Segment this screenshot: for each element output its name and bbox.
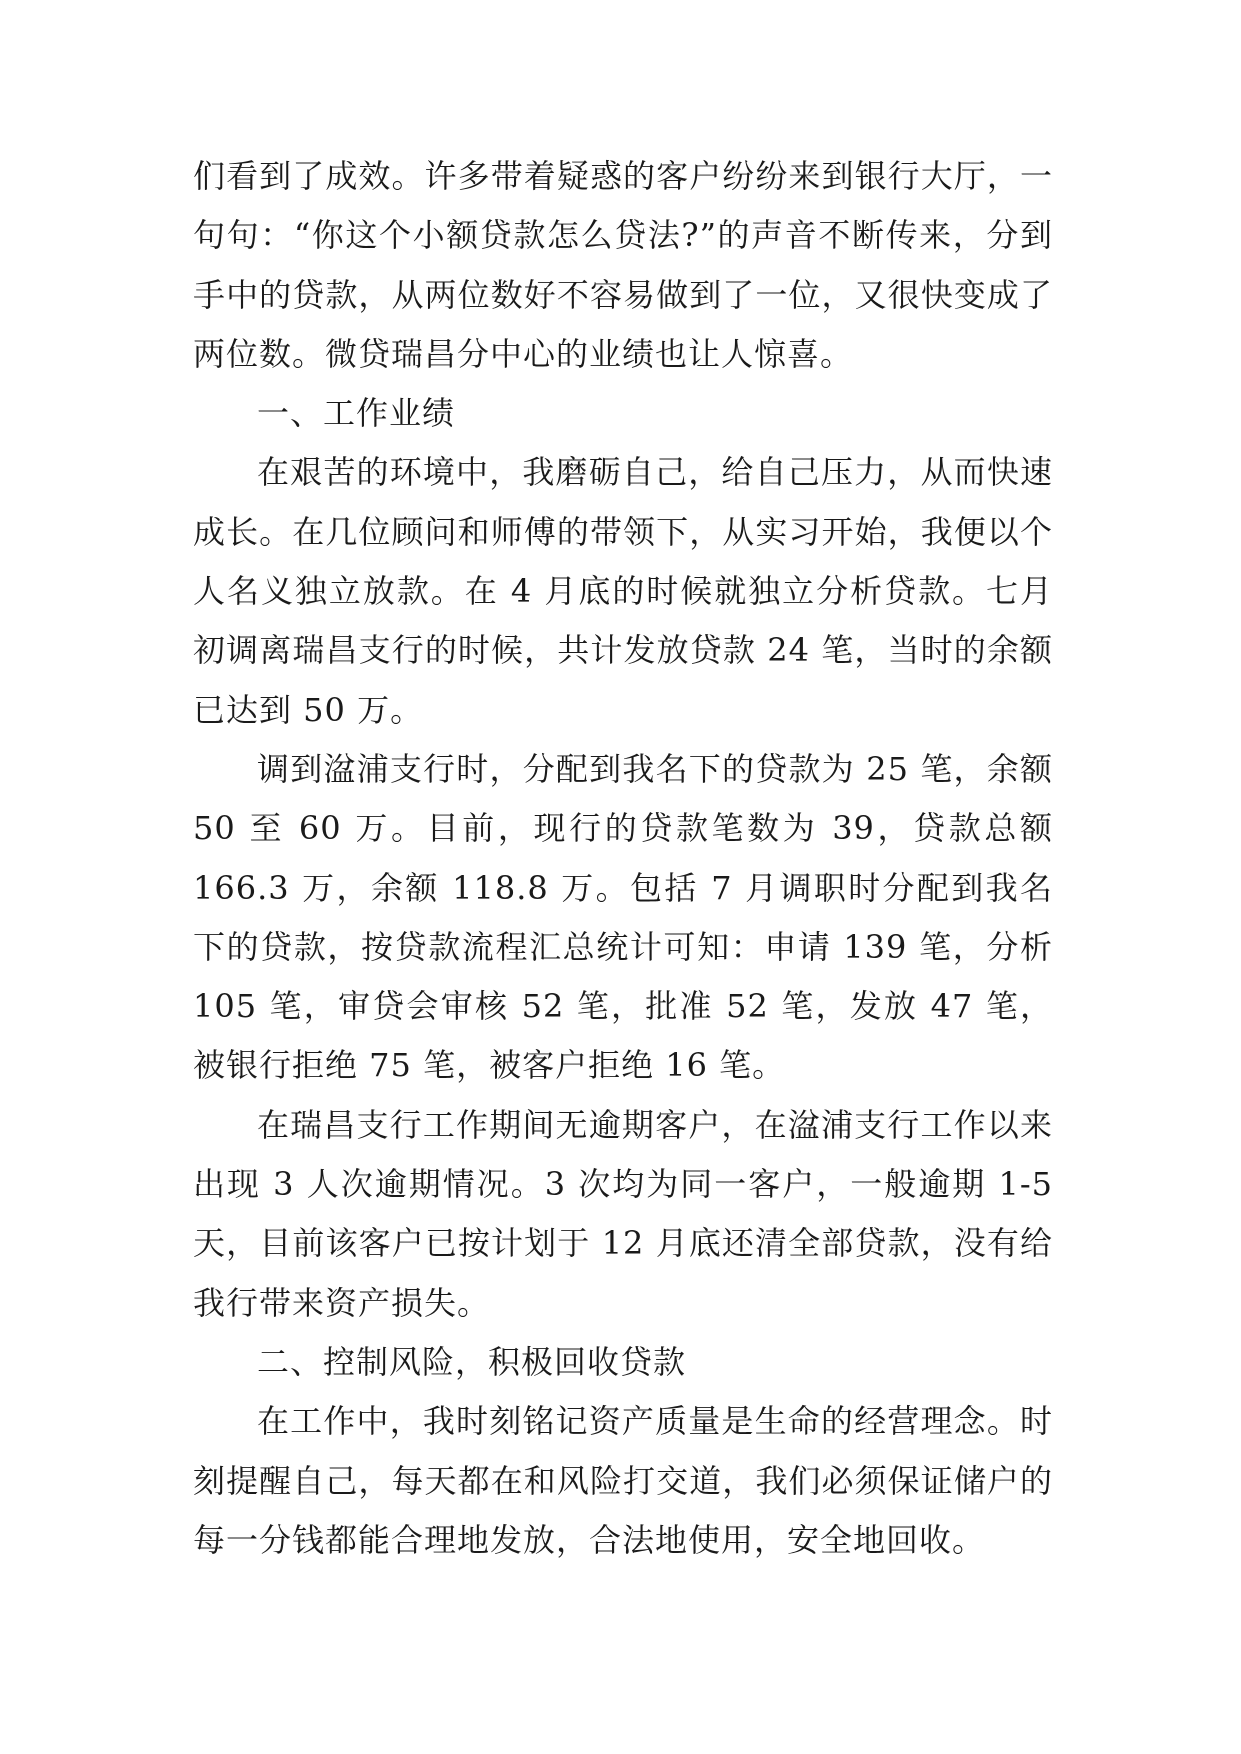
section-heading-work-performance: 一、工作业绩 — [257, 394, 456, 433]
section-heading-risk-control: 二、控制风险，积极回收贷款 — [257, 1342, 687, 1381]
paragraph-continuation: 们看到了成效。许多带着疑惑的客户纷纷来到银行大厅，一句句：“你这个小额贷款怎么贷法?”的声音不断传来，分到手中的贷款，从两位数好不容易做到了一位，又很快变成了两位数。微贷瑞昌分中心的业绩也让人惊喜。 — [193, 157, 1053, 373]
paragraph-risk-control: 在工作中，我时刻铭记资产质量是生命的经营理念。时刻提醒自己，每天都在和风险打交道，我们必须保证储户的每一分钱都能合理地发放，合法地使用，安全地回收。 — [193, 1402, 1053, 1559]
document-body — [193, 147, 1053, 1570]
paragraph-loan-statistics: 调到湓浦支行时，分配到我名下的贷款为 25 笔，余额 50 至 60 万。目前，现行的贷款笔数为 39，贷款总额 166.3 万，余额 118.8 万。包括 7 月调职时分配到我名下的贷款，按贷款流程汇总统计可知：申请 139 笔，分析 105 笔，审贷会审核 52 笔，批准 52 笔，发放 47 笔，被银行拒绝 75 笔，被客户拒绝 16 笔。 — [193, 749, 1053, 1085]
paragraph-work-performance-intro: 在艰苦的环境中，我磨砺自己，给自己压力，从而快速成长。在几位顾问和师傅的带领下，从实习开始，我便以个人名义独立放款。在 4 月底的时候就独立分析贷款。七月初调离瑞昌支行的时候，共计发放贷款 24 笔，当时的余额已达到 50 万。 — [193, 453, 1053, 729]
paragraph-overdue-status: 在瑞昌支行工作期间无逾期客户，在湓浦支行工作以来出现 3 人次逾期情况。3 次均为同一客户，一般逾期 1-5 天，目前该客户已按计划于 12 月底还清全部贷款，没有给我行带来资产损失。 — [193, 1105, 1053, 1322]
